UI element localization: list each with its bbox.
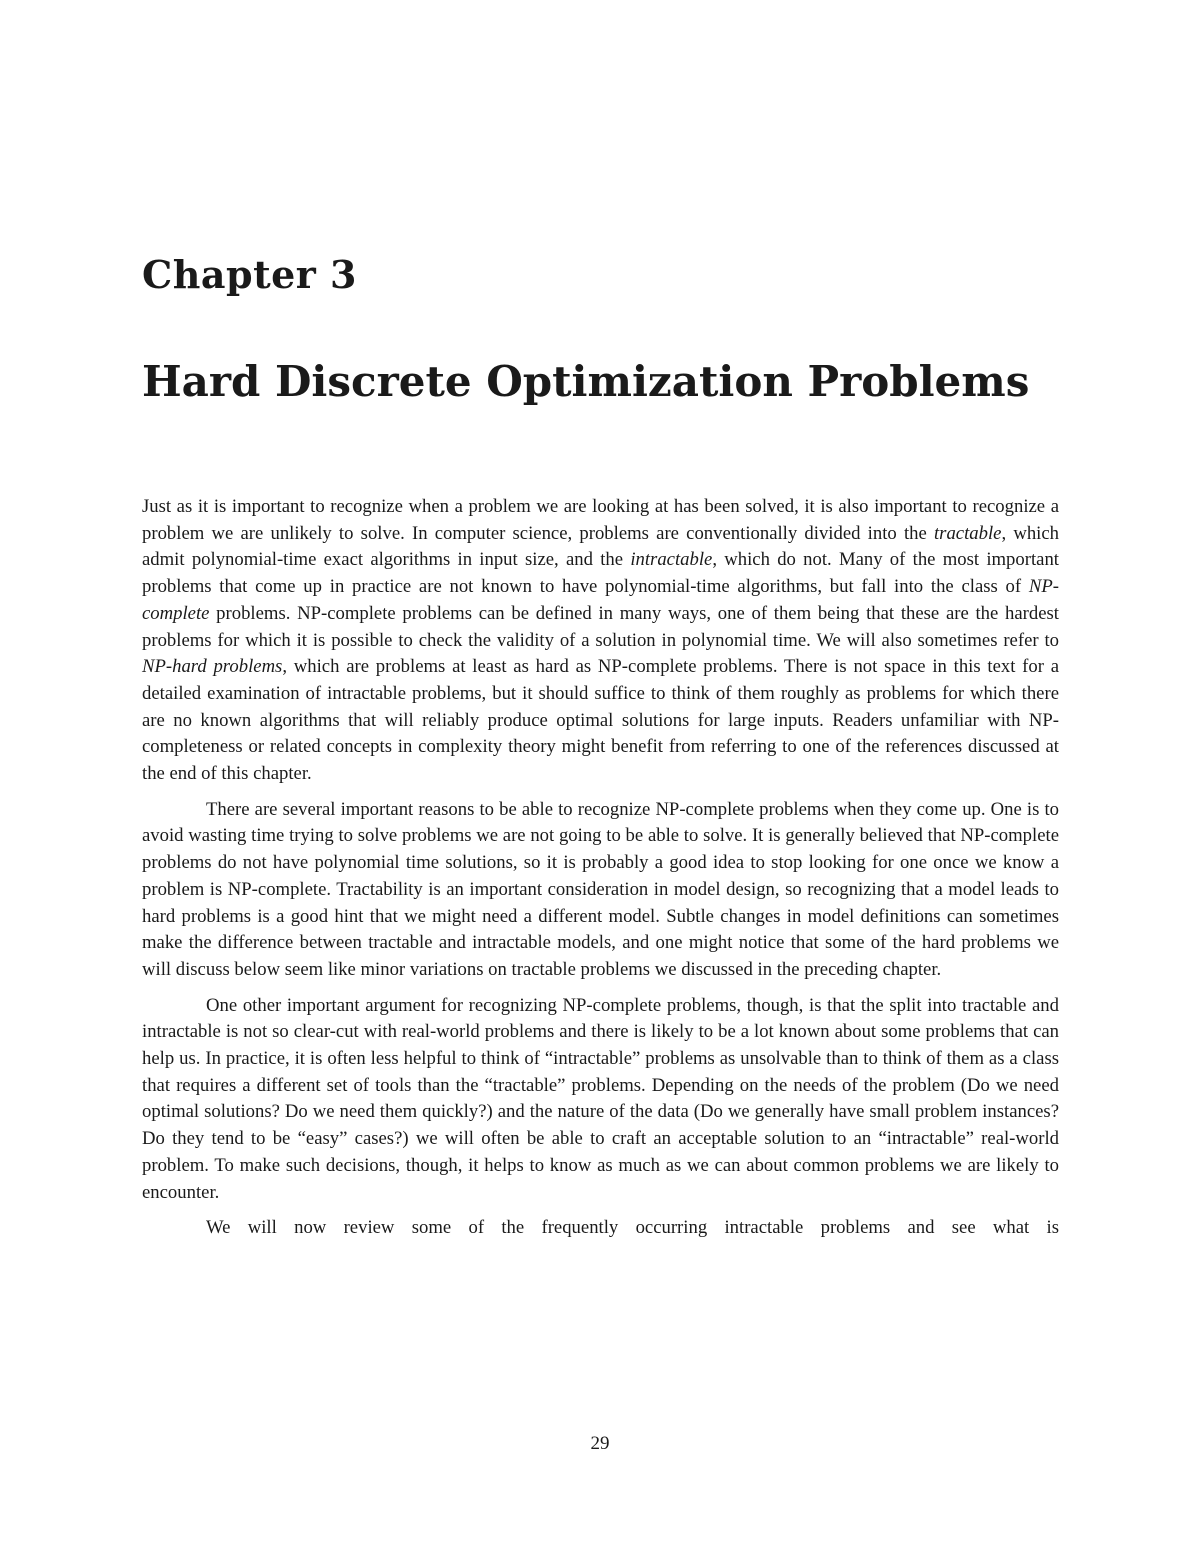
term-np-hard-problems: NP-hard problems	[142, 656, 283, 678]
paragraph-4	[142, 1215, 1059, 1242]
paragraph-1-text: , which admit polynomial-time exact algorithms in input size, and the	[142, 522, 1059, 571]
chapter-label: Chapter 3	[142, 252, 357, 297]
term-np-complete: NP-complete	[142, 576, 1059, 624]
paragraph-1-text: problems. NP-complete problems can be defined in many ways, one of them being that these are the hardest problems for which it is possible to check the validity of a solution in polynomial time. We will also sometimes refer to	[142, 602, 1059, 651]
paragraph-1-text: Just as it is important to recognize when a problem we are looking at has been solved, it is also important to recognize a problem we are unlikely to solve. In computer science, problems are conventionally divided into the	[142, 496, 1059, 544]
paragraph-4-text: We will now review some of the frequently occurring intractable problems and see what is	[206, 1217, 1059, 1239]
term-tractable: tractable	[933, 522, 1002, 544]
paragraph-1-text: , which do not. Many of the most important problems that come up in practice are not known to have polynomial-time algorithms, but fall into the class of	[142, 549, 1059, 598]
paragraph-1	[142, 494, 1059, 788]
paragraph-3	[142, 993, 1059, 1207]
paragraph-2-text: There are several important reasons to be able to recognize NP-complete problems when they come up. One is to avoid wasting time trying to solve problems we are not going to be able to solve. It is generally believed that NP-complete problems do not have polynomial time solutions, so it is probably a good idea to stop looking for one once we know a problem is NP-complete. Tractability is an important consideration in model design, so recognizing that a model leads to hard problems is a good hint that we might need a different model. Subtle changes in model definitions can sometimes make the difference between tractable and intractable models, and one might notice that some of the hard problems we will discuss below seem like minor variations on tractable problems we discussed in the preceding chapter.	[142, 798, 1059, 980]
chapter-title: Hard Discrete Optimization Problems	[142, 357, 1030, 406]
body-text	[142, 494, 1059, 1251]
paragraph-1-text: , which are problems at least as hard as NP-complete problems. There is not space in this text for a detailed examination of intractable problems, but it should suffice to think of them roughly as problems for which there are no known algorithms that will reliably produce optimal solutions for large inputs. Readers unfamiliar with NP-completeness or related concepts in complexity theory might benefit from referring to one of the references discussed at the end of this chapter.	[142, 656, 1059, 785]
page-number: 29	[590, 1433, 610, 1454]
paragraph-3-text: One other important argument for recognizing NP-complete problems, though, is that the split into tractable and intractable is not so clear-cut with real-world problems and there is likely to be a lot known about some problems that can help us. In practice, it is often less helpful to think of “intractable” problems as unsolvable than to think of them as a class that requires a different set of tools than the “tractable” problems. Depending on the needs of the problem (Do we need optimal solutions? Do we need them quickly?) and the nature of the data (Do we generally have small problem instances? Do they tend to be “easy” cases?) we will often be able to craft an acceptable solution to an “intractable” real-world problem. To make such decisions, though, it helps to know as much as we can about common problems we are likely to encounter.	[142, 994, 1059, 1203]
term-intractable: intractable	[630, 549, 713, 571]
paragraph-2	[142, 797, 1059, 984]
